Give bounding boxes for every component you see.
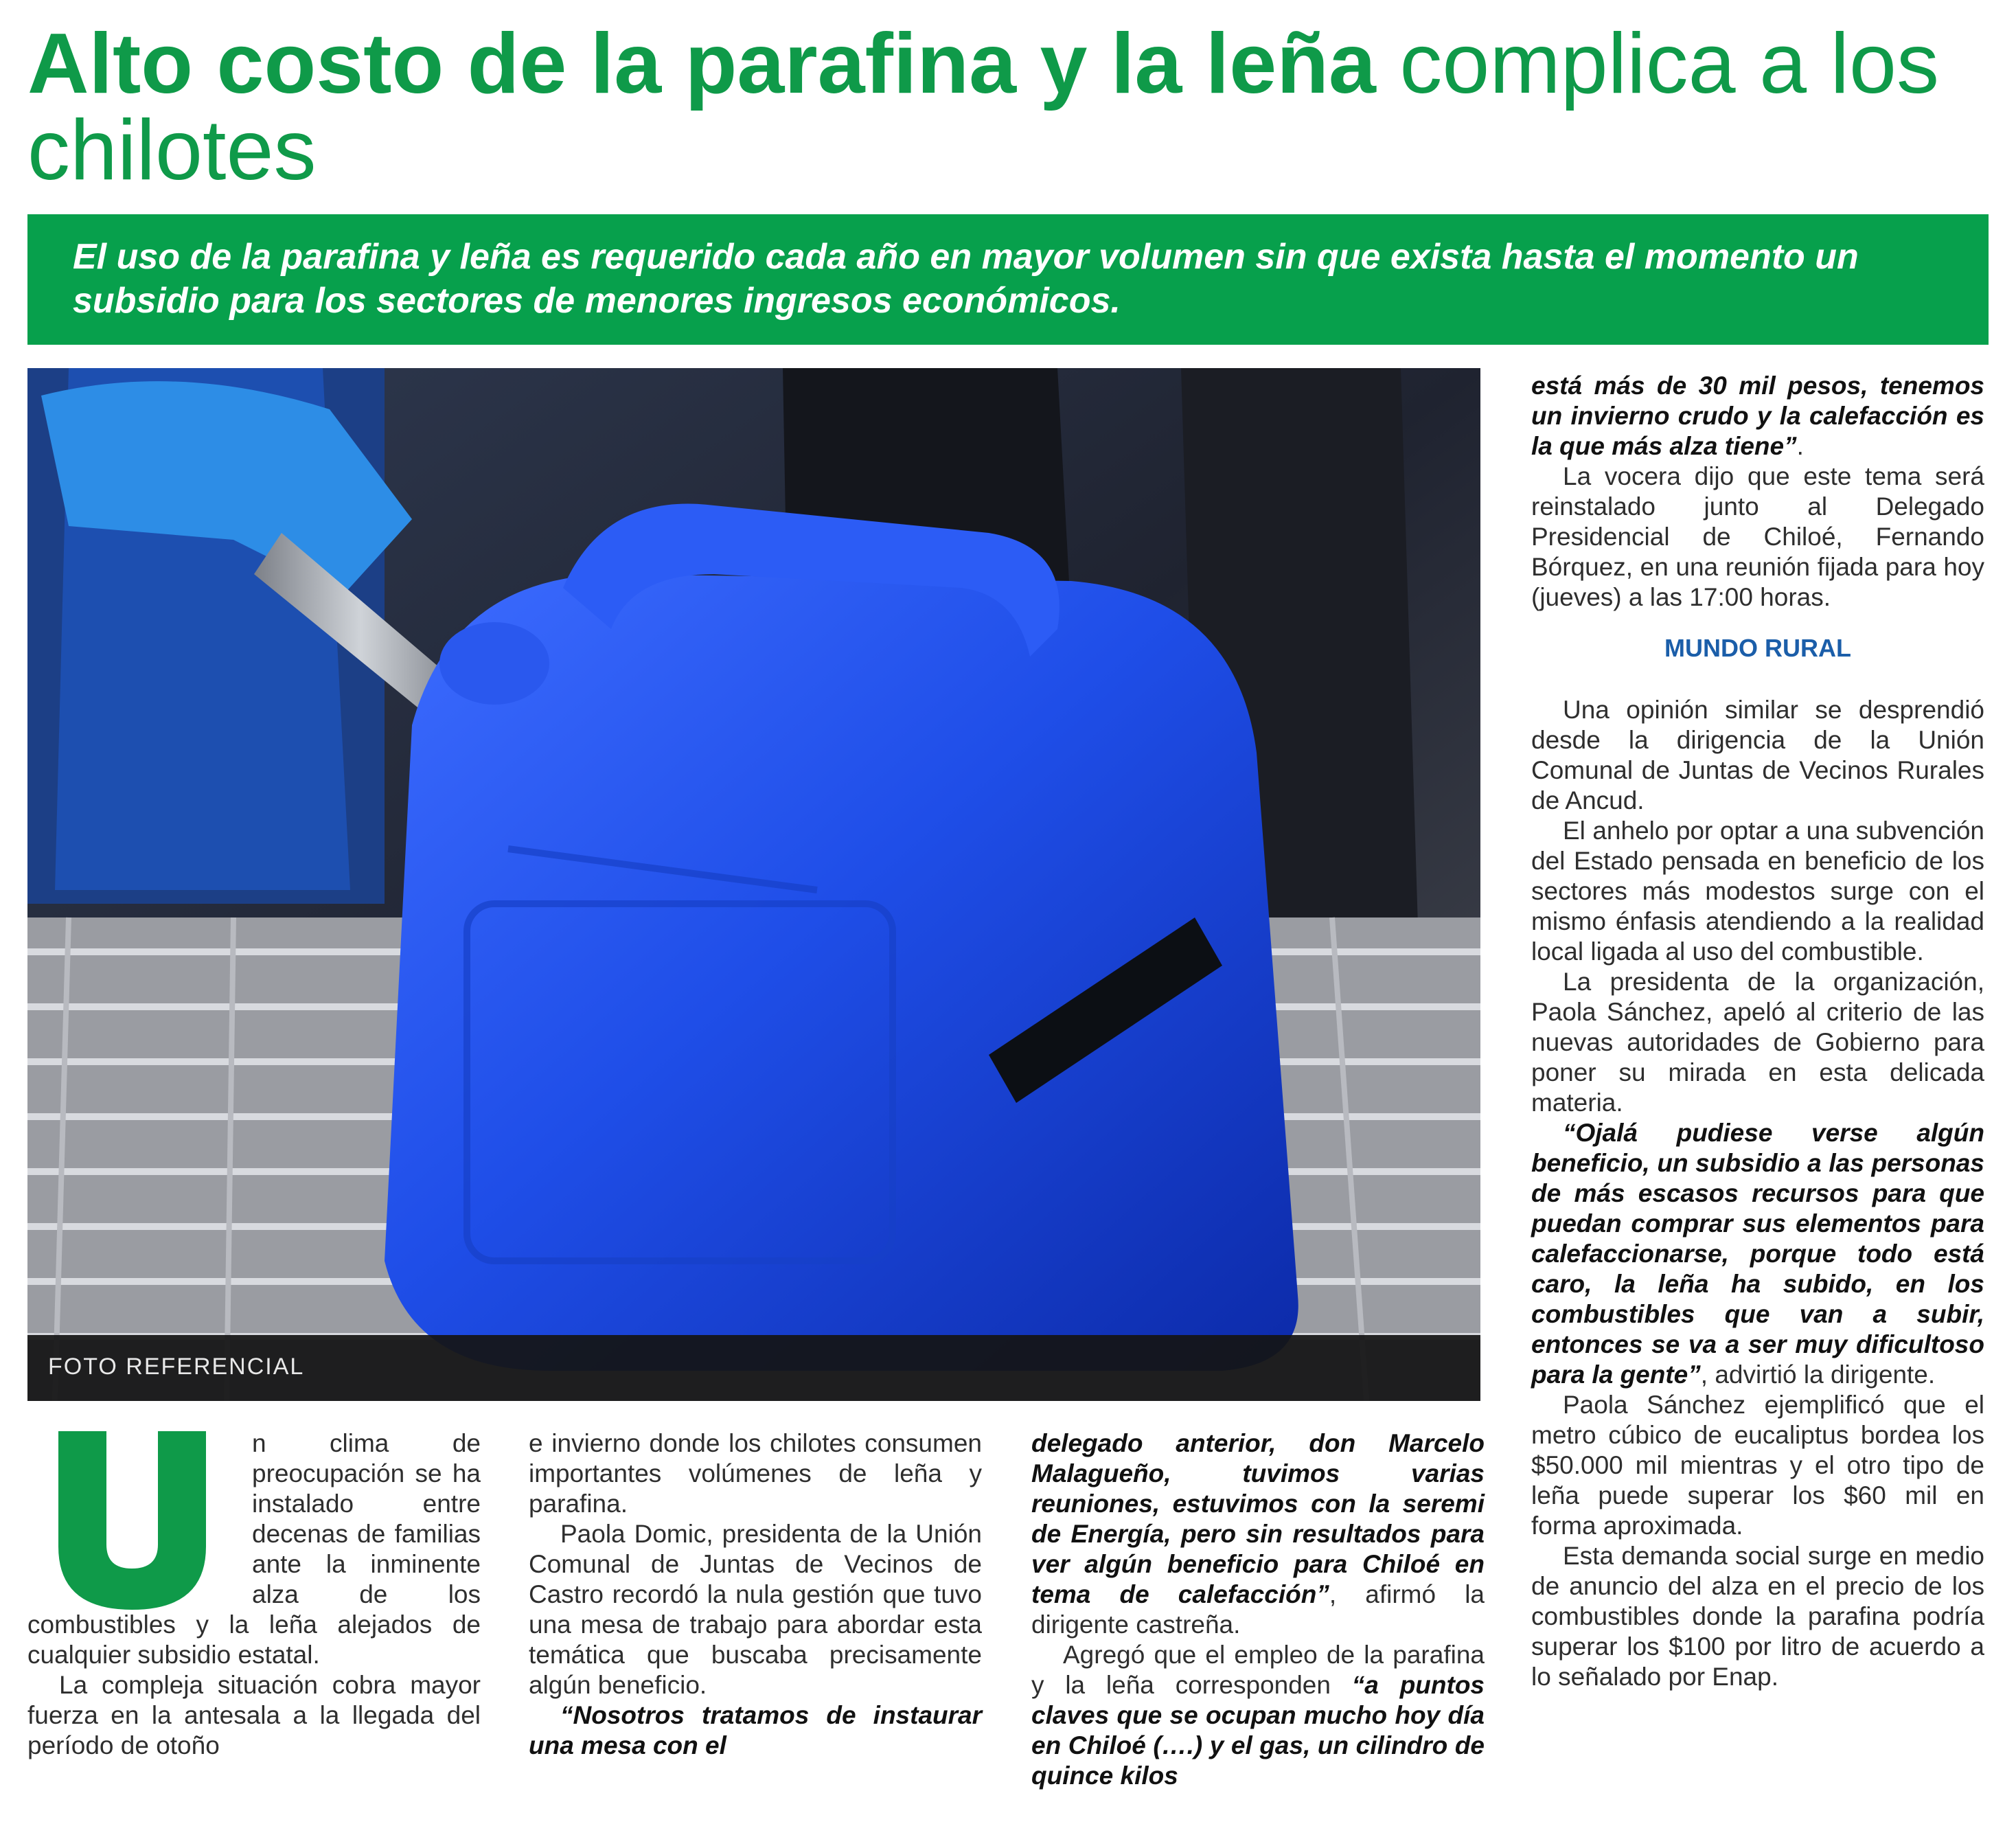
col4-paragraph-4: El anhelo por optar a una subvención del Estado pensada en beneficio de los sectores más modestos surge con el mismo énfasis atendiendo a la realidad local ligada al uso del combustible.: [1531, 817, 1984, 966]
col4-quote-1-end: .: [1796, 432, 1804, 460]
article-photo: [27, 368, 1480, 1401]
col1-paragraph-1: n clima de preocupación se ha instalado entre decenas de familias ante la inminente alza de los combustibles y la leña alejados de cualquier subsidio estatal.: [27, 1429, 481, 1669]
fuel-canister-icon: [27, 368, 1480, 1401]
col4-paragraph-8: Esta demanda social surge en medio de anuncio del alza en el precio de los combustibles donde la parafina podría superar los $100 por litro de acuerdo a lo señalado por Enap.: [1531, 1542, 1984, 1691]
col4-paragraph-5: La presidenta de la organización, Paola Sánchez, apeló al criterio de las nuevas autoridades de Gobierno para poner su mirada en esta delicada materia.: [1531, 968, 1984, 1117]
article-column-1: [27, 1428, 481, 1761]
dropcap-text: U: [27, 1431, 28, 1432]
col4-quote-2-attribution: , advirtió la dirigente.: [1700, 1360, 1936, 1389]
col4-paragraph-7: Paola Sánchez ejemplificó que el metro cúbico de eucaliptus bordea los $50.000 mil mientras y el otro tipo de leña puede superar los $60 mil en forma aproximada.: [1531, 1391, 1984, 1540]
col4-paragraph-2: La vocera dijo que este tema será reinstalado junto al Delegado Presidencial de Chiloé, Fernando Bórquez, en una reunión fijada para hoy (jueves) a las 17:00 horas.: [1531, 462, 1984, 611]
article-column-3: [1031, 1428, 1485, 1791]
photo-caption: FOTO REFERENCIAL: [48, 1354, 305, 1380]
col3-paragraph-2: Agregó que el empleo de la parafina y la leña corresponden: [1031, 1641, 1485, 1699]
col4-quote-2: “Ojalá pudiese verse algún beneficio, un subsidio a las personas de más escasos recursos para que puedan comprar sus elementos para calefaccionarse, porque todo está caro, la leña ha subido, en los combustibles que van a subir, entonces se va a ser muy dificultoso para la gente”: [1531, 1119, 1984, 1389]
article-column-4: [1531, 371, 1984, 1692]
col2-paragraph-1: e invierno donde los chilotes consumen importantes volúmenes de leña y parafina.: [529, 1429, 982, 1518]
section-heading-mundo-rural: MUNDO RURAL: [1664, 634, 1851, 662]
col3-quote-1-attribution: , afirmó la dirigente castreña.: [1031, 1580, 1485, 1639]
headline: [27, 16, 1991, 198]
col4-quote-1: está más de 30 mil pesos, tenemos un invierno crudo y la calefacción es la que más alza tiene”: [1531, 372, 1984, 460]
headline-regular: complica a los chilotes: [27, 16, 1940, 198]
col4-paragraph-3: Una opinión similar se desprendió desde la dirigencia de la Unión Comunal de Juntas de Vecinos Rurales de Ancud.: [1531, 696, 1984, 814]
dropcap-letter: [27, 1431, 237, 1610]
headline-bold: Alto costo de la parafina y la leña: [27, 16, 1376, 111]
col2-paragraph-2: Paola Domic, presidenta de la Unión Comunal de Juntas de Vecinos de Castro recordó la nula gestión que tuvo una mesa de trabajo para abordar esta temática que buscaba precisamente algún beneficio.: [529, 1520, 982, 1699]
photo-caption-bar: [27, 1335, 1480, 1401]
col3-quote-1: delegado anterior, don Marcelo Malagueño, tuvimos varias reuniones, estuvimos con la seremi de Energía, pero sin resultados para ver algún beneficio para Chiloé en tema de calefacción”: [1031, 1429, 1485, 1608]
col2-quote: “Nosotros tratamos de instaurar una mesa con el: [529, 1701, 982, 1759]
subhead-banner: [27, 214, 1989, 345]
article-column-2: [529, 1428, 982, 1761]
subhead-text: El uso de la parafina y leña es requerido cada año en mayor volumen sin que exista hasta el momento un subsidio para los sectores de menores ingresos económicos.: [73, 237, 1859, 321]
col3-quote-2: “a puntos claves que se ocupan mucho hoy día en Chiloé (….) y el gas, un cilindro de quince kilos: [1031, 1671, 1485, 1790]
col1-paragraph-2: La compleja situación cobra mayor fuerza en la antesala a la llegada del período de otoño: [27, 1671, 481, 1759]
